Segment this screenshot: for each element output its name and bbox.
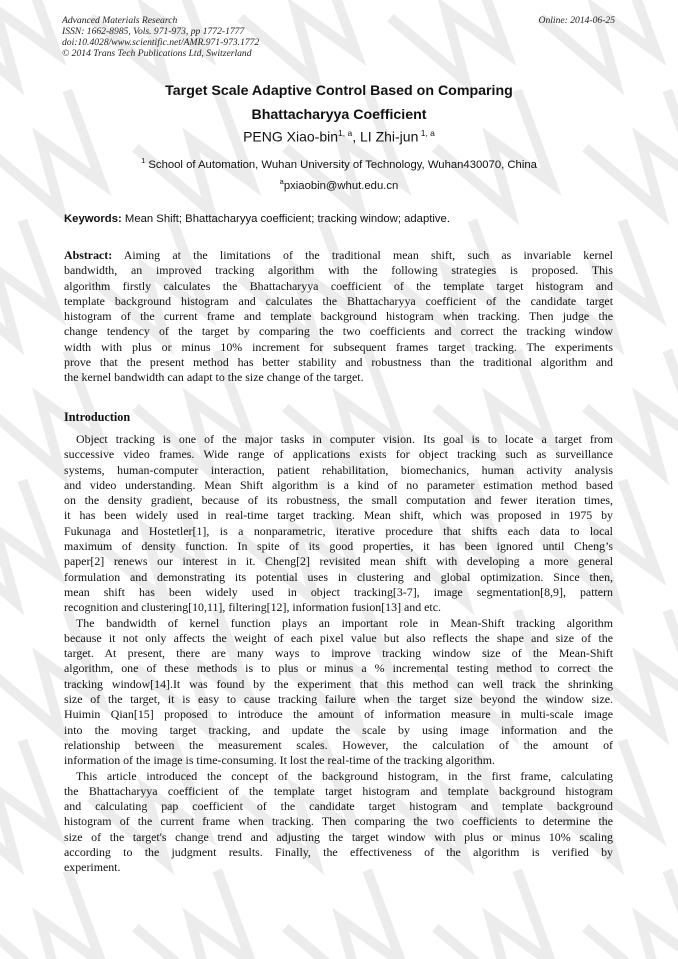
author-2-affil: 1, a xyxy=(418,128,435,138)
abstract xyxy=(64,248,613,386)
paragraph-line: information of the image is time-consuming. It lost the real-time of the tracking algorithm. xyxy=(64,753,495,768)
introduction-body xyxy=(64,432,613,876)
abstract-label: Abstract: xyxy=(64,248,113,262)
paragraph-line: Huimin Qian[15] proposed to introduce the amount of information measure in multi-scale image xyxy=(64,707,613,722)
keywords-text: Mean Shift; Bhattacharyya coefficient; tracking window; adaptive. xyxy=(121,213,450,225)
abstract-line: prove that the present method has better stability and robustness than the traditional algorithm and xyxy=(64,355,613,370)
journal-doi: doi:10.4028/www.scientific.net/AMR.971-973.1772 xyxy=(62,37,260,48)
paragraph-line: paper[2] renews our interest in it. Cheng[2] revisited mean shift with developing a more general xyxy=(64,554,613,569)
email-address: pxiaobin@whut.edu.cn xyxy=(283,179,399,192)
paragraph-line: and calculating pap coefficient of the candidate target histogram and template background xyxy=(64,799,613,814)
paragraph-line: on the density gradient, because of its robustness, the small computation and fewer iteration times, xyxy=(64,493,613,508)
abstract-line: change tendency of the target by comparing the two coefficients and correct the tracking window xyxy=(64,324,613,339)
abstract-line: algorithm firstly calculates the Bhattacharyya coefficient of the template target histogram and xyxy=(64,278,613,293)
author-separator: , xyxy=(352,128,360,145)
paragraph-line: size of the target, it is easy to cause tracking failure when the target size beyond the window size. xyxy=(64,692,613,707)
author-1: PENG Xiao-bin xyxy=(243,128,339,145)
abstract-line: histogram of the current frame and template background histogram when tracking. Then judge the xyxy=(64,309,613,324)
paragraph-line: recognition and clustering[10,11], filtering[12], information fusion[13] and etc. xyxy=(64,600,441,615)
paragraph-line: because it not only affects the weight of each pixel value but also reflects the shape and size of the xyxy=(64,630,613,645)
journal-issn: ISSN: 1662-8985, Vols. 971-973, pp 1772-1777 xyxy=(62,26,245,37)
paragraph-line: histogram of the current frame when tracking. Then comparing the two coefficients to determine the xyxy=(64,814,613,829)
paragraph-line: algorithm, one of these methods is to plus or minus a % incremental testing method to correct the xyxy=(64,661,613,676)
keywords xyxy=(64,213,450,225)
paper-title-line-1: Target Scale Adaptive Control Based on Comparing xyxy=(165,83,513,99)
paragraph-line: the Bhattacharyya coefficient of the template target histogram and template background histogram xyxy=(64,783,613,798)
section-heading-introduction: Introduction xyxy=(64,410,131,424)
paragraph-line: relationship between the measurement scales. However, the calculation of the amount of xyxy=(64,737,613,752)
paper-title-line-2: Bhattacharyya Coefficient xyxy=(251,107,427,123)
author-1-affil: 1, a xyxy=(338,128,353,138)
paragraph-line: formulation and demonstrating its potential uses in clustering and global optimization. Since then, xyxy=(64,569,613,584)
paragraph-line: tracking window[14].It was found by the experiment that this method can well track the shrinking xyxy=(64,676,613,691)
paragraph-line: it has been widely used in real-time target tracking. Mean shift, which was proposed in 1975 by xyxy=(64,508,613,523)
journal-header xyxy=(62,15,259,59)
paragraph-line: into the moving target tracking, and update the scale by using image information and the xyxy=(64,722,613,737)
paragraph-line: according to the judgment results. Finally, the effectiveness of the algorithm is verified by xyxy=(64,845,613,860)
paragraph-line: mean shift has been widely used in object tracking[3-7], image segmentation[8,9], pattern xyxy=(64,584,613,599)
contact-email xyxy=(60,177,618,192)
affiliation-marker: 1 xyxy=(141,156,146,165)
abstract-line: width with plus or minus 10% increment for subsequent frames target tracking. The experiments xyxy=(64,339,613,354)
affiliation-text: School of Automation, Wuhan University of Technology, Wuhan430070, China xyxy=(145,158,537,171)
abstract-line: the kernel bandwidth can adapt to the size change of the target. xyxy=(64,370,364,385)
paragraph-line: systems, human-computer interaction, patient rehabilitation, biomechanics, human activity analysis xyxy=(64,462,613,477)
email-marker: a xyxy=(279,177,284,186)
abstract-line: bandwidth, an improved tracking algorithm with the following strategies is proposed. This xyxy=(64,263,613,278)
online-date: Online: 2014-06-25 xyxy=(538,15,615,26)
journal-copyright: © 2014 Trans Tech Publications Ltd, Switzerland xyxy=(62,48,252,59)
paragraph-line: size of the target's change trend and adjusting the target window with plus or minus 10% scaling xyxy=(64,829,613,844)
author-list xyxy=(60,128,618,145)
author-2: LI Zhi-jun xyxy=(360,128,419,145)
paragraph-line: This article introduced the concept of the background histogram, in the first frame, calculating xyxy=(76,768,613,783)
paragraph-line: experiment. xyxy=(64,860,121,875)
journal-name: Advanced Materials Research xyxy=(62,15,178,26)
paragraph-line: successive video frames. Wide range of applications exists for object tracking such as surveillance xyxy=(64,447,613,462)
affiliation xyxy=(60,156,618,171)
paragraph-line: target. At present, there are many ways to improve tracking window size of the Mean-Shift xyxy=(64,646,613,661)
keywords-label: Keywords: xyxy=(64,213,122,225)
abstract-line: template background histogram and calculates the Bhattacharyya coefficient of the candidate target xyxy=(64,293,613,308)
paragraph-line: and video understanding. Mean Shift algorithm is a kind of no parameter estimation method based xyxy=(64,477,613,492)
abstract-line: Abstract: Aiming at the limitations of the traditional mean shift, such as invariable kernel xyxy=(64,248,613,262)
paragraph-line: maximum of density function. In spite of its good properties, it has been ignored until Cheng’s xyxy=(64,539,613,554)
paragraph-line: Fukunaga and Hostetler[1], is a nonparametric, iterative procedure that shifts each data to local xyxy=(64,523,613,538)
paragraph-line: The bandwidth of kernel function plays an important role in Mean-Shift tracking algorithm xyxy=(76,615,613,630)
paragraph-line: Object tracking is one of the major tasks in computer vision. Its goal is to locate a target from xyxy=(76,432,613,446)
